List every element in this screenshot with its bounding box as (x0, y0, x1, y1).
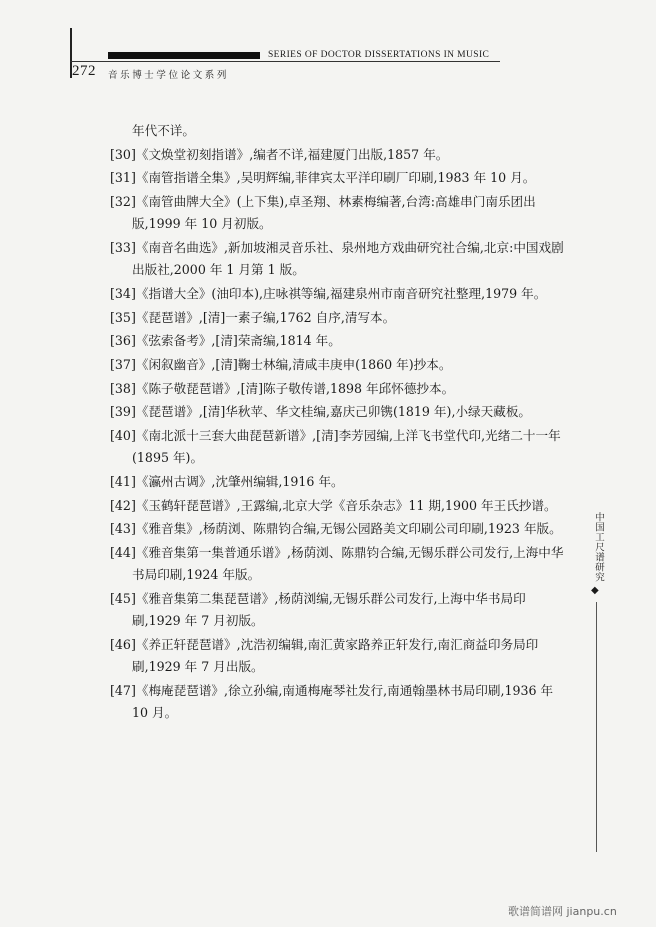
sidebar-rule (596, 602, 597, 852)
header-black-bar (108, 52, 260, 59)
reference-item: [41]《瀛州古调》,沈肇州编辑,1916 年。 (110, 474, 344, 490)
reference-item: [34]《指谱大全》(油印本),庄咏祺等编,福建泉州市南音研究社整理,1979 年。 (110, 285, 547, 301)
reference-item: [46]《养正轩琵琶谱》,沈浩初编辑,南汇黄家路养正轩发行,南汇商益印务局印刷,1929 年 7 月出版。 (110, 636, 539, 675)
reference-item: [32]《南管曲牌大全》(上下集),卓圣翔、林素梅编著,台湾:高雄串门南乐团出版,1999 年 10 月初版。 (110, 194, 536, 232)
watermark: 歌谱简谱网 jianpu.cn (508, 905, 617, 918)
reference-list (110, 120, 570, 726)
reference-item: [39]《琵琶谱》,[清]华秋苹、华文桂编,嘉庆己卯镌(1819 年),小绿天藏板。 (110, 404, 532, 420)
reference-item: 年代不详。 (132, 123, 195, 138)
reference-item: [33]《南音名曲选》,新加坡湘灵音乐社、泉州地方戏曲研究社合编,北京:中国戏剧出版社,2000 年 1 月第 1 版。 (110, 240, 564, 278)
sidebar-book-title: 中国工尺谱研究 (593, 512, 604, 582)
reference-item: [43]《雅音集》,杨荫浏、陈鼎钧合编,无锡公园路美文印刷公司印刷,1923 年版。 (110, 521, 562, 537)
reference-item: [30]《文焕堂初刻指谱》,编者不详,福建厦门出版,1857 年。 (110, 146, 449, 162)
reference-item: [38]《陈子敬琵琶谱》,[清]陈子敬传谱,1898 年邱怀德抄本。 (110, 380, 455, 396)
reference-item: [40]《南北派十三套大曲琵琶新谱》,[清]李芳园编,上洋飞书堂代印,光绪二十一年(1895 年)。 (110, 428, 561, 466)
reference-item: [42]《玉鹤轩琵琶谱》,王露编,北京大学《音乐杂志》11 期,1900 年王氏抄谱。 (110, 497, 557, 513)
reference-item: [45]《雅音集第二集琵琶谱》,杨荫浏编,无锡乐群公司发行,上海中华书局印刷,1929 年 7 月初版。 (110, 591, 526, 629)
reference-item: [44]《雅音集第一集普通乐谱》,杨荫浏、陈鼎钧合编,无锡乐群公司发行,上海中华书局印刷,1924 年版。 (110, 545, 564, 583)
header-rule (70, 61, 500, 62)
series-title-chinese: 音乐博士学位论文系列 (108, 70, 230, 81)
reference-item: [47]《梅庵琵琶谱》,徐立孙编,南通梅庵琴社发行,南通翰墨林书局印刷,1936 年 10 月。 (110, 682, 554, 721)
reference-item: [36]《弦索备考》,[清]荣斋编,1814 年。 (110, 333, 341, 349)
reference-item: [37]《闲叙幽音》,[清]鞠士林编,清咸丰庚申(1860 年)抄本。 (110, 357, 452, 373)
diamond-icon: ◆ (591, 585, 599, 596)
reference-item: [31]《南管指谱全集》,吴明辉编,菲律宾太平洋印刷厂印刷,1983 年 10 月。 (110, 170, 536, 186)
page-number: 272 (72, 63, 96, 79)
reference-item: [35]《琵琶谱》,[清]一素子编,1762 自序,清写本。 (110, 309, 396, 325)
series-title-english: SERIES OF DOCTOR DISSERTATIONS IN MUSIC (268, 50, 490, 60)
